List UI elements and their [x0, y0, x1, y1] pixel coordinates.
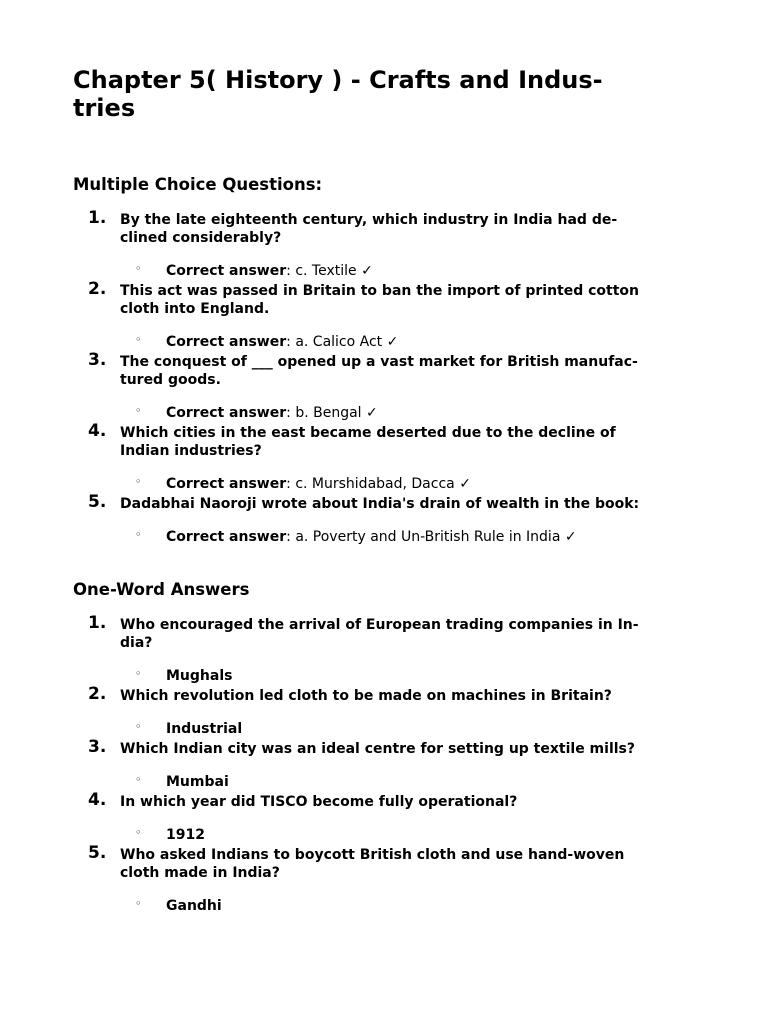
answer-row — [120, 475, 698, 493]
question-item — [73, 350, 698, 422]
question-number: 5. — [88, 492, 107, 512]
answer-value: : c. Murshidabad, Dacca ✓ — [286, 476, 471, 492]
question-line: Dadabhai Naoroji wrote about India's drain of wealth in the book: — [120, 496, 640, 512]
answer-value: : b. Bengal ✓ — [286, 405, 378, 421]
hollow-bullet-icon: ◦ — [135, 897, 142, 910]
answer-row — [120, 262, 698, 280]
question-item — [73, 684, 698, 738]
question-item — [73, 208, 698, 280]
question-number: 4. — [88, 421, 107, 441]
answer-value: 1912 — [166, 827, 205, 843]
mcq-question-list — [73, 208, 698, 546]
question-text — [120, 616, 698, 652]
question-line: Which revolution led cloth to be made on machines in Britain? — [120, 688, 612, 704]
question-line: Which cities in the east became deserted due to the decline of — [120, 425, 616, 441]
question-line: Which Indian city was an ideal centre for setting up textile mills? — [120, 741, 635, 757]
one-word-question-list — [73, 613, 698, 915]
answer-value: Mumbai — [166, 774, 229, 790]
question-line: In which year did TISCO become fully operational? — [120, 794, 518, 810]
question-line: Who asked Indians to boycott British cloth and use hand-woven — [120, 847, 625, 863]
hollow-bullet-icon: ◦ — [135, 333, 142, 346]
answer-value: Gandhi — [166, 898, 222, 914]
question-item — [73, 279, 698, 351]
question-number: 2. — [88, 279, 107, 299]
answer-row — [120, 720, 698, 738]
hollow-bullet-icon: ◦ — [135, 528, 142, 541]
answer-value: Industrial — [166, 721, 243, 737]
question-number: 4. — [88, 790, 107, 810]
question-number: 2. — [88, 684, 107, 704]
question-number: 3. — [88, 350, 107, 370]
question-line: The conquest of ___ opened up a vast market for British manufac- — [120, 354, 638, 370]
question-line: By the late eighteenth century, which industry in India had de- — [120, 212, 618, 228]
hollow-bullet-icon: ◦ — [135, 404, 142, 417]
question-text — [120, 211, 698, 247]
answer-value: : a. Calico Act ✓ — [286, 334, 399, 350]
answer-value: : a. Poverty and Un-British Rule in India ✓ — [286, 529, 577, 545]
answer-value: Mughals — [166, 668, 233, 684]
question-number: 5. — [88, 843, 107, 863]
answer-row — [120, 826, 698, 844]
question-text — [120, 282, 698, 318]
answer-value: : c. Textile ✓ — [286, 263, 373, 279]
question-number: 3. — [88, 737, 107, 757]
question-text — [120, 740, 698, 758]
title-line-1: Chapter 5( History ) - Crafts and Indus- — [73, 66, 603, 94]
answer-row — [120, 773, 698, 791]
question-item — [73, 421, 698, 493]
correct-answer-label: Correct answer — [166, 476, 287, 492]
question-item — [73, 790, 698, 844]
hollow-bullet-icon: ◦ — [135, 475, 142, 488]
question-line: dia? — [120, 635, 153, 651]
document-page — [73, 66, 698, 917]
hollow-bullet-icon: ◦ — [135, 826, 142, 839]
question-number: 1. — [88, 208, 107, 228]
correct-answer-label: Correct answer — [166, 263, 287, 279]
answer-row — [120, 897, 698, 915]
hollow-bullet-icon: ◦ — [135, 667, 142, 680]
question-line: Indian industries? — [120, 443, 262, 459]
question-line: This act was passed in Britain to ban the import of printed cotton — [120, 283, 640, 299]
hollow-bullet-icon: ◦ — [135, 773, 142, 786]
question-number: 1. — [88, 613, 107, 633]
question-item — [73, 737, 698, 791]
question-item — [73, 492, 698, 546]
correct-answer-label: Correct answer — [166, 529, 287, 545]
question-line: clined considerably? — [120, 230, 282, 246]
answer-row — [120, 404, 698, 422]
answer-row — [120, 528, 698, 546]
question-text — [120, 495, 698, 513]
question-line: Who encouraged the arrival of European trading companies in In- — [120, 617, 639, 633]
answer-row — [120, 333, 698, 351]
hollow-bullet-icon: ◦ — [135, 720, 142, 733]
question-line: cloth made in India? — [120, 865, 280, 881]
correct-answer-label: Correct answer — [166, 405, 287, 421]
question-item — [73, 613, 698, 685]
question-line: tured goods. — [120, 372, 221, 388]
answer-row — [120, 667, 698, 685]
question-item — [73, 843, 698, 915]
question-text — [120, 846, 698, 882]
question-text — [120, 687, 698, 705]
page-title — [73, 66, 698, 122]
correct-answer-label: Correct answer — [166, 334, 287, 350]
title-line-2: tries — [73, 94, 136, 122]
mcq-section-heading: Multiple Choice Questions: — [73, 175, 323, 194]
question-text — [120, 424, 698, 460]
question-text — [120, 793, 698, 811]
hollow-bullet-icon: ◦ — [135, 262, 142, 275]
question-line: cloth into England. — [120, 301, 270, 317]
one-word-section-heading: One-Word Answers — [73, 580, 250, 599]
question-text — [120, 353, 698, 389]
